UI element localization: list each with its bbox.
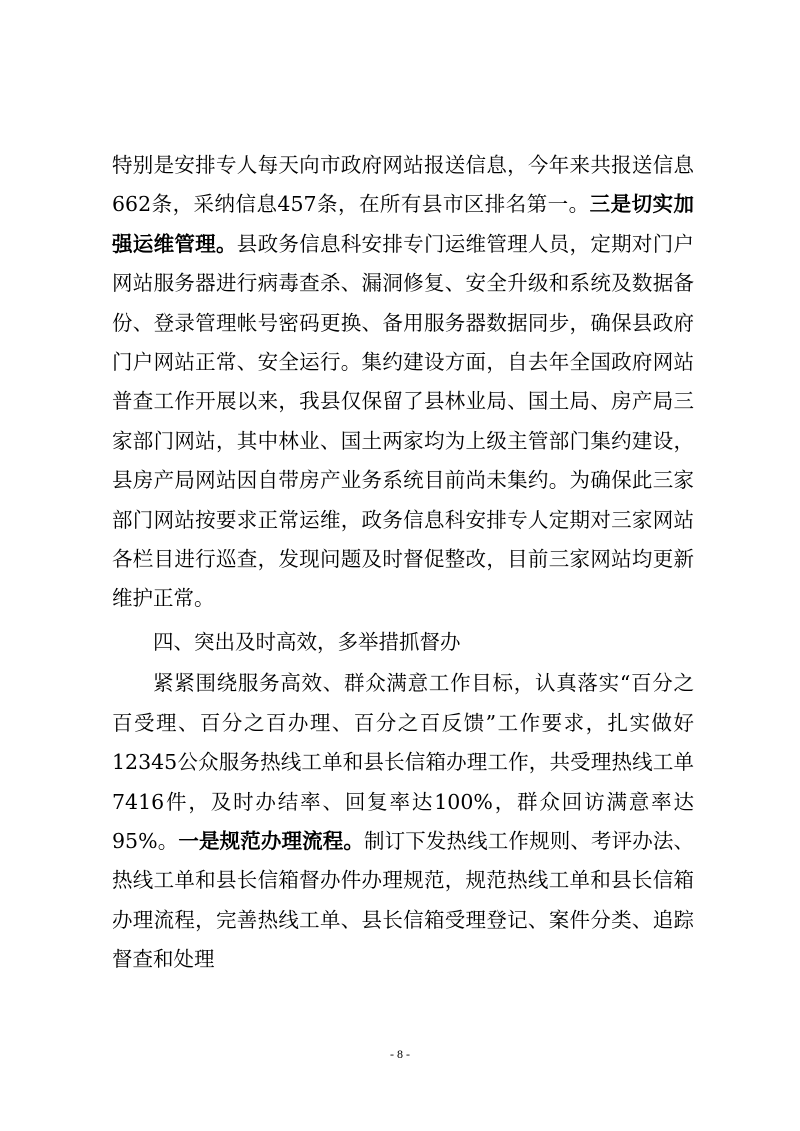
bold-key-point: 三是切实加强运维管理。 — [112, 192, 695, 256]
page-number: - 8 - — [390, 1047, 410, 1061]
body-paragraph-continued — [112, 146, 694, 619]
body-paragraph — [112, 664, 694, 979]
paragraph-text: 制订下发热线工作规则、考评办法、热线工单和县长信箱督办件办理规范，规范热线工单和县长信箱办理流程，完善热线工单、县长信箱受理登记、案件分类、追踪督查和处理 — [112, 828, 694, 972]
bold-key-point: 一是规范办理流程。 — [178, 828, 365, 853]
section-heading: 四、突出及时高效，多举措抓督办 — [153, 629, 461, 654]
paragraph-text: 县政务信息科安排专门运维管理人员，定期对门户网站服务器进行病毒查杀、漏洞修复、安全升级和系统及数据备份、登录管理帐号密码更换、备用服务器数据同步，确保县政府门户网站正常、安全运行。集约建设方面，自去年全国政府网站普查工作开展以来，我县仅保留了县林业局、国土局、房产局三家部门网站，其中林业、国土两家均为上级主管部门集约建设，县房产局网站因自带房产业务系统目前尚未集约。为确保此三家部门网站按要求正常运维，政务信息科安排专人定期对三家网站各栏目进行巡查，发现问题及时督促整改，目前三家网站均更新维护正常。 — [112, 231, 695, 611]
document-body — [112, 146, 694, 980]
paragraph-text: 紧紧围绕服务高效、群众满意工作目标，认真落实“百分之百受理、百分之百办理、百分之百反馈”工作要求，扎实做好12345公众服务热线工单和县长信箱办理工作，共受理热线工单7416件，及时办结率、回复率达100%，群众回访满意率达95%。 — [112, 671, 694, 853]
paragraph-text: 特别是安排专人每天向市政府网站报送信息，今年来共报送信息662条，采纳信息457条，在所有县市区排名第一。 — [112, 153, 694, 217]
